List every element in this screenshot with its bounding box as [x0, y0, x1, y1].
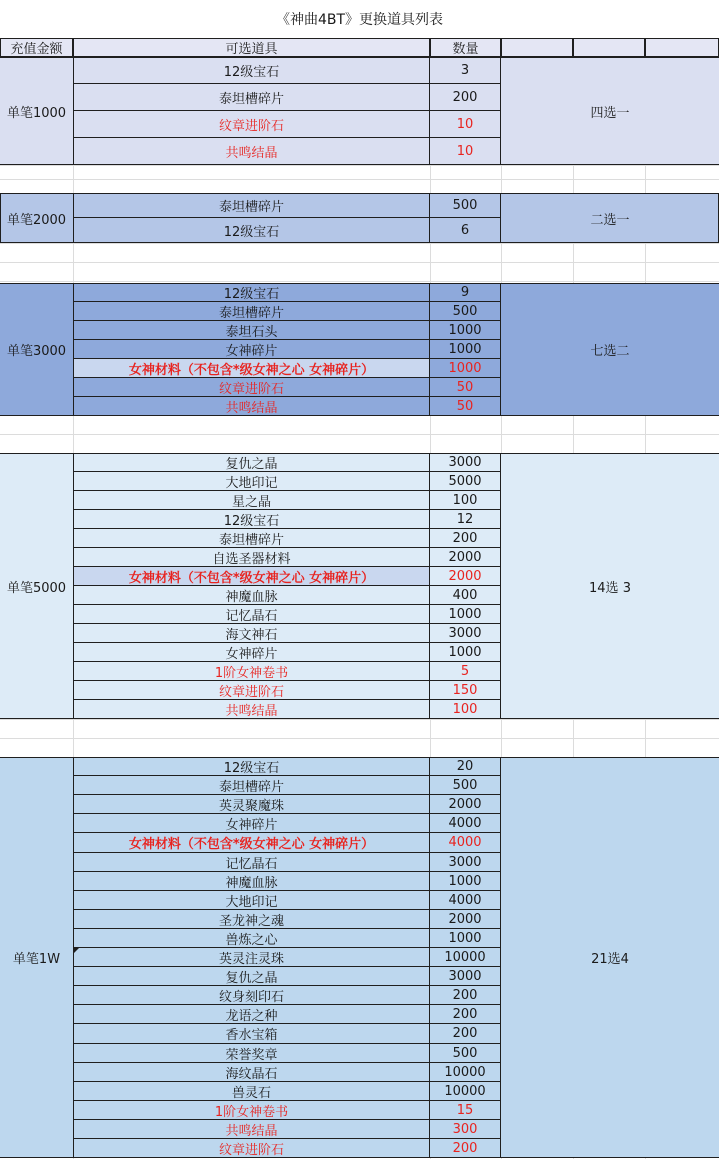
item-name: 女神碎片 [73, 643, 430, 662]
item-name: 记忆晶石 [73, 605, 430, 624]
gridline [0, 165, 719, 166]
item-name: 海纹晶石 [73, 1063, 430, 1082]
group-amount-label: 单笔2000 [6, 212, 67, 228]
item-qty: 2000 [430, 567, 501, 586]
group-choose-label: 四选一 [590, 105, 630, 121]
item-qty: 50 [430, 397, 501, 416]
item-name: 泰坦石头 [73, 321, 430, 340]
item-name: 记忆晶石 [73, 853, 430, 872]
item-qty: 15 [430, 1101, 501, 1120]
item-name: 兽灵石 [73, 1082, 430, 1101]
item-name: 泰坦槽碎片 [73, 529, 430, 548]
group-choose-label: 14选 3 [589, 580, 631, 596]
item-name: 女神材料（不包含*级女神之心 女神碎片） [73, 567, 430, 586]
item-qty: 2000 [430, 910, 501, 929]
item-qty: 4000 [430, 814, 501, 833]
item-name: 纹章进阶石 [73, 1139, 430, 1158]
item-name: 共鸣结晶 [73, 1120, 430, 1139]
item-name: 泰坦槽碎片 [73, 84, 430, 111]
header-empty-3 [645, 38, 719, 57]
item-qty: 300 [430, 1120, 501, 1139]
group-amount-label: 单笔3000 [6, 344, 67, 359]
gridline [0, 719, 719, 720]
item-name: 12级宝石 [73, 510, 430, 529]
item-name: 女神碎片 [73, 340, 430, 359]
gridline [0, 262, 719, 263]
item-name: 共鸣结晶 [73, 138, 430, 165]
item-qty: 3000 [430, 853, 501, 872]
item-qty: 10 [430, 111, 501, 138]
item-qty: 500 [430, 193, 501, 218]
item-qty: 200 [430, 84, 501, 111]
item-qty: 5000 [430, 472, 501, 491]
item-qty: 200 [430, 1005, 501, 1024]
item-qty: 3000 [430, 967, 501, 986]
item-qty: 100 [430, 491, 501, 510]
gridline [0, 243, 719, 244]
item-qty: 2000 [430, 548, 501, 567]
item-name: 纹章进阶石 [73, 681, 430, 700]
item-qty: 1000 [430, 359, 501, 378]
comment-marker-icon [73, 948, 79, 954]
header-amount: 充值金额 [0, 38, 73, 57]
gridline [0, 179, 719, 180]
item-qty: 12 [430, 510, 501, 529]
item-qty: 400 [430, 586, 501, 605]
gridline [0, 738, 719, 739]
item-name: 泰坦槽碎片 [73, 302, 430, 321]
group-amount-label: 单笔5000 [6, 580, 67, 596]
item-qty: 20 [430, 757, 501, 776]
item-name: 自选圣器材料 [73, 548, 430, 567]
item-qty: 200 [430, 1139, 501, 1158]
item-name: 1阶女神卷书 [73, 1101, 430, 1120]
item-name: 纹章进阶石 [73, 111, 430, 138]
group-amount-label: 单笔1000 [6, 105, 67, 121]
gridline [0, 434, 719, 435]
item-qty: 4000 [430, 833, 501, 853]
item-qty: 10 [430, 138, 501, 165]
item-qty: 3 [430, 57, 501, 84]
group-choose-label: 七选二 [590, 344, 630, 359]
item-name: 女神材料（不包含*级女神之心 女神碎片） [73, 833, 430, 853]
item-name: 星之晶 [73, 491, 430, 510]
item-name: 泰坦槽碎片 [73, 193, 430, 218]
item-qty: 1000 [430, 605, 501, 624]
gridline [0, 281, 719, 282]
item-qty: 500 [430, 302, 501, 321]
item-qty: 1000 [430, 340, 501, 359]
item-qty: 4000 [430, 891, 501, 910]
item-name: 共鸣结晶 [73, 397, 430, 416]
header-qty: 数量 [430, 38, 501, 57]
item-name: 圣龙神之魂 [73, 910, 430, 929]
item-name: 女神材料（不包含*级女神之心 女神碎片） [73, 359, 430, 378]
item-name: 12级宝石 [73, 218, 430, 243]
item-qty: 2000 [430, 795, 501, 814]
item-qty: 1000 [430, 321, 501, 340]
group-choose-label: 21选4 [591, 952, 629, 967]
header-empty-1 [501, 38, 573, 57]
header-empty-2 [573, 38, 645, 57]
item-name: 龙语之种 [73, 1005, 430, 1024]
item-name: 兽炼之心 [73, 929, 430, 948]
item-qty: 200 [430, 529, 501, 548]
item-qty: 500 [430, 776, 501, 795]
item-name: 英灵注灵珠 [73, 948, 430, 967]
item-qty: 1000 [430, 643, 501, 662]
item-qty: 1000 [430, 872, 501, 891]
item-qty: 100 [430, 700, 501, 719]
item-name: 复仇之晶 [73, 453, 430, 472]
item-qty: 10000 [430, 1082, 501, 1101]
item-name: 英灵聚魔珠 [73, 795, 430, 814]
item-name: 女神碎片 [73, 814, 430, 833]
item-qty: 200 [430, 1024, 501, 1044]
item-name: 12级宝石 [73, 57, 430, 84]
item-qty: 1000 [430, 929, 501, 948]
item-name: 共鸣结晶 [73, 700, 430, 719]
item-qty: 9 [430, 283, 501, 302]
item-qty: 10000 [430, 1063, 501, 1082]
item-qty: 3000 [430, 624, 501, 643]
item-name: 12级宝石 [73, 283, 430, 302]
item-qty: 50 [430, 378, 501, 397]
item-qty: 10000 [430, 948, 501, 967]
group-amount-label: 单笔1W [12, 952, 61, 967]
item-qty: 500 [430, 1044, 501, 1063]
sheet-title: 《神曲4BT》更换道具列表 [275, 12, 444, 28]
item-qty: 200 [430, 986, 501, 1005]
item-name: 大地印记 [73, 472, 430, 491]
item-name: 大地印记 [73, 891, 430, 910]
item-name: 香水宝箱 [73, 1024, 430, 1044]
group-choose-label: 二选一 [590, 212, 630, 228]
header-items: 可选道具 [73, 38, 430, 57]
item-qty: 6 [430, 218, 501, 243]
item-name: 海文神石 [73, 624, 430, 643]
item-name: 纹章进阶石 [73, 378, 430, 397]
item-name: 神魔血脉 [73, 872, 430, 891]
item-qty: 150 [430, 681, 501, 700]
item-name: 泰坦槽碎片 [73, 776, 430, 795]
item-name: 复仇之晶 [73, 967, 430, 986]
item-name: 神魔血脉 [73, 586, 430, 605]
item-name: 12级宝石 [73, 757, 430, 776]
item-name: 荣誉奖章 [73, 1044, 430, 1063]
item-qty: 5 [430, 662, 501, 681]
item-name: 纹身刻印石 [73, 986, 430, 1005]
item-name: 1阶女神卷书 [73, 662, 430, 681]
item-qty: 3000 [430, 453, 501, 472]
